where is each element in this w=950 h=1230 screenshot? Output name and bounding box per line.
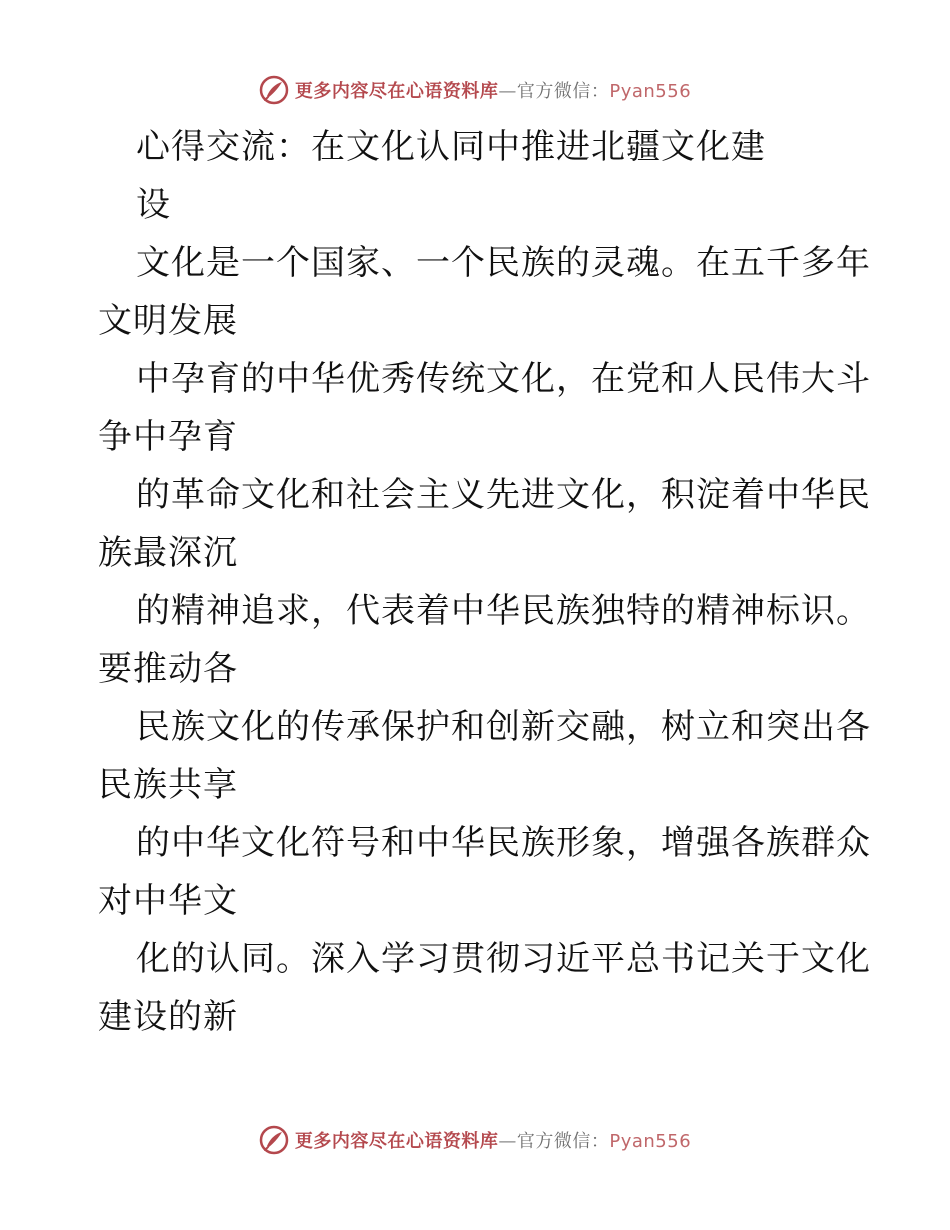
document-title-line: 心得交流：在文化认同中推进北疆文化建 xyxy=(136,127,766,167)
banner-wechat-id: Pyan556 xyxy=(609,81,692,102)
body-text-line: 族最深沉 xyxy=(98,533,238,573)
body-text-line: 文明发展 xyxy=(98,301,238,341)
banner-wechat-label: 官方微信： xyxy=(516,1131,610,1152)
body-text-line: 的革命文化和社会主义先进文化，积淀着中华民 xyxy=(136,475,871,515)
body-text-line: 化的认同。深入学习贯彻习近平总书记关于文化 xyxy=(136,939,871,979)
banner-wechat-id: Pyan556 xyxy=(609,1131,692,1152)
quill-seal-icon xyxy=(259,75,289,105)
document-title-line: 设 xyxy=(136,185,171,225)
body-text-line: 民族文化的传承保护和创新交融，树立和突出各 xyxy=(136,707,871,747)
body-text-line: 的中华文化符号和中华民族形象，增强各族群众 xyxy=(136,823,871,863)
quill-seal-icon xyxy=(259,1125,289,1155)
document-body xyxy=(98,118,871,1046)
body-text-line: 建设的新 xyxy=(98,997,238,1037)
banner-main-text: 更多内容尽在心语资料库 xyxy=(294,1131,499,1152)
body-text-line: 争中孕育 xyxy=(98,417,238,457)
body-text-line: 中孕育的中华优秀传统文化，在党和人民伟大斗 xyxy=(136,359,871,399)
body-text-line: 的精神追求，代表着中华民族独特的精神标识。 xyxy=(136,591,871,631)
body-text-line: 文化是一个国家、一个民族的灵魂。在五千多年 xyxy=(136,243,871,283)
body-text-line: 民族共享 xyxy=(98,765,238,805)
footer-banner xyxy=(0,1120,950,1160)
header-banner xyxy=(0,70,950,110)
paragraph xyxy=(98,234,871,1046)
banner-wechat-label: 官方微信： xyxy=(516,81,610,102)
body-text-line: 对中华文 xyxy=(98,881,238,921)
banner-separator: — xyxy=(498,1131,517,1152)
banner-separator: — xyxy=(498,81,517,102)
body-text-line: 要推动各 xyxy=(98,649,238,689)
banner-main-text: 更多内容尽在心语资料库 xyxy=(294,81,499,102)
